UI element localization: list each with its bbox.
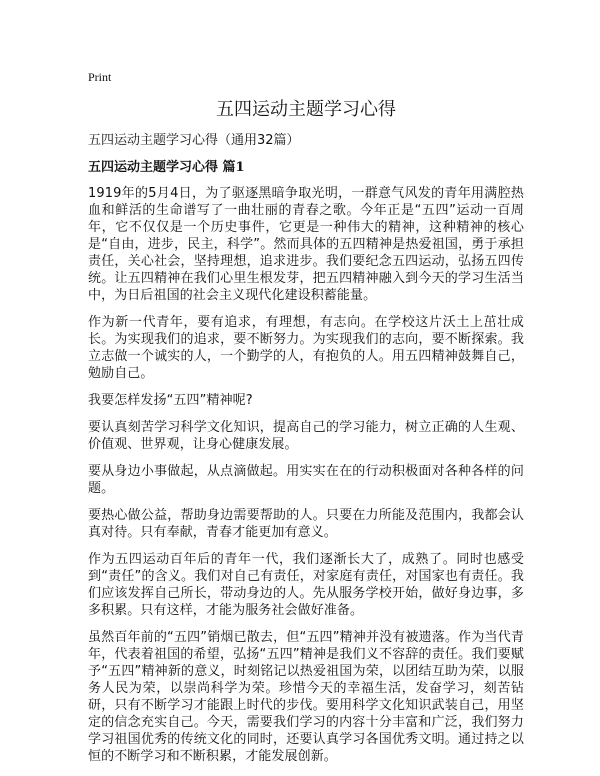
document-subtitle: 五四运动主题学习心得（通用32篇） <box>88 133 300 148</box>
paragraph: 虽然百年前的“五四”销烟已散去，但“五四”精神并没有被遗落。作为当代青年，代表着祖国的希望，弘扬“五四”精神是我们义不容辞的责任。我们要赋予“五四”精神新的意义，时刻铭记以热爱祖国为荣，以团结互助为荣，以服务人民为荣，以崇尚科学为荣。珍惜今天的幸福生活，发奋学习，刻苦钻研，只有不断学习才能跟上时代的步伐。要用科学文化知识武装自己，用坚定的信念充实自己。今天，需要我们学习的内容十分丰富和广泛，我们努力学习祖国优秀的传统文化的同时，还要认真学习各国优秀文明。通过持之以恒的不断学习和不断积累，才能发展创新。 <box>88 630 524 764</box>
section-heading: 五四运动主题学习心得 篇1 <box>88 160 245 175</box>
paragraph: 作为五四运动百年后的青年一代，我们逐渐长大了，成熟了。同时也感受到“责任”的含义。我们对自己有责任，对家庭有责任，对国家也有责任。我们应该发挥自己所长，带动身边的人。先从服务学校开始，做好身边事，多多积累。只有这样，才能为服务社会做好准备。 <box>88 552 524 618</box>
paragraph: 要从身边小事做起，从点滴做起。用实实在在的行动积极面对各种各样的问题。 <box>88 464 524 496</box>
paragraph: 要认真刻苦学习科学文化知识，提高自己的学习能力，树立正确的人生观、价值观、世界观，让身心健康发展。 <box>88 420 524 452</box>
paragraph: 作为新一代青年，要有追求，有理想，有志向。在学校这片沃土上茁壮成长。为实现我们的追求，要不断努力。为实现我们的志向，要不断探索。我立志做一个诚实的人，一个勤学的人，有抱负的人。用五四精神鼓舞自己，勉励自己。 <box>88 315 524 381</box>
document-page <box>88 70 524 775</box>
document-title: 五四运动主题学习心得 <box>216 99 396 120</box>
print-label: Print <box>88 70 112 84</box>
paragraph: 要热心做公益，帮助身边需要帮助的人。只要在力所能及范围内，我都会认真对待。只有奉献，青春才能更加有意义。 <box>88 508 524 540</box>
paragraph: 1919年的5月4日，为了驱逐黑暗争取光明，一群意气风发的青年用满腔热血和鲜活的生命谱写了一曲壮丽的青春之歌。今年正是“五四”运动一百周年，它不仅仅是一个历史事件，它更是一种伟大的精神，这种精神的核心是“自由，进步，民主，科学”。然而具体的五四精神是热爱祖国，勇于承担责任，关心社会，坚持理想，追求进步。我们要纪念五四运动，弘扬五四传统。让五四精神在我们心里生根发芽，把五四精神融入到今天的学习生活当中，为日后祖国的社会主义现代化建设积蓄能量。 <box>88 186 524 303</box>
paragraph: 我要怎样发扬“五四”精神呢? <box>88 393 253 408</box>
